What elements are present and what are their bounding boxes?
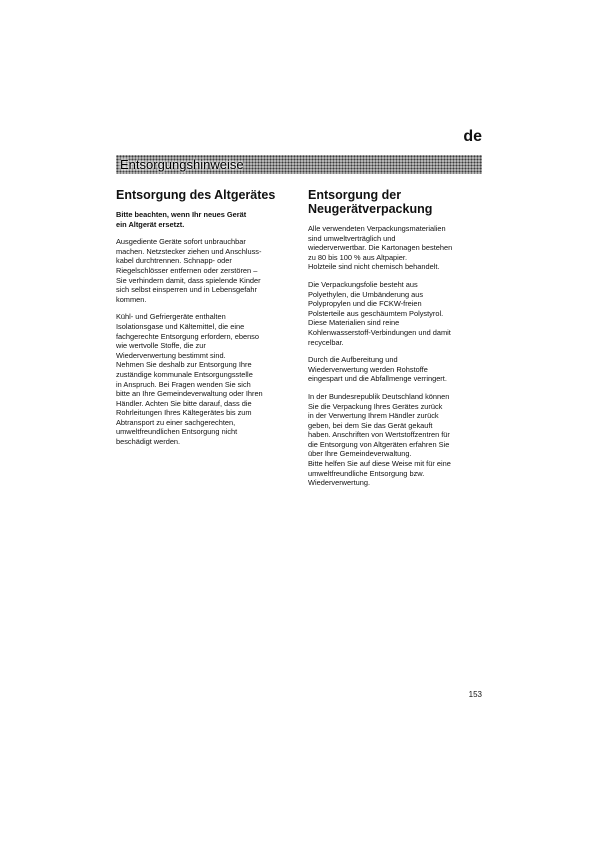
- heading-disposal-old-appliance: Entsorgung des Altgerätes: [116, 188, 276, 202]
- heading-disposal-packaging: Entsorgung der Neugerätverpackung: [308, 188, 433, 216]
- paragraph-return-packaging: In der Bundesrepublik Deutschland können Sie die Verpackung Ihres Gerätes zurück in der Verwertung Ihrem Händler zurück geben, bei dem Sie das Gerät gekauft haben. Anschriften von Wertstoffzentren für die Entsorgung von Altgeräten erfahren Sie über Ihre Gemeindeverwaltung. Bitte helfen Sie auf diese Weise mit für eine umweltfreundliche Entsorgung bzw. Wiederverwertung.: [308, 391, 451, 488]
- paragraph-recycling: Durch die Aufbereitung und Wiederverwertung werden Rohstoffe eingespart und die Abfallmenge verringert.: [308, 355, 447, 384]
- paragraph-packaging-materials: Alle verwendeten Verpackungsmaterialien sind umweltverträglich und wiederverwertbar. Die Kartonagen bestehen zu 80 bis 100 % aus Altpapier. Holzteile sind nicht chemisch behandelt.: [308, 224, 453, 272]
- section-banner: [116, 155, 482, 174]
- note-replacement: Bitte beachten, wenn Ihr neues Gerät ein Altgerät ersetzt.: [116, 210, 247, 229]
- paragraph-make-unusable: Ausgediente Geräte sofort unbrauchbar machen. Netzstecker ziehen und Anschluss- kabel durchtrennen. Schnapp- oder Riegelschlösser entfernen oder zerstören – Sie verhindern damit, dass spielende Kinder sich selbst einsperren und in Lebensgefahr kommen.: [116, 237, 262, 304]
- page-number: 153: [468, 690, 482, 699]
- paragraph-plastics: Die Verpackungsfolie besteht aus Polyethylen, die Umbänderung aus Polypropylen und die FCKW-freien Polsterteile aus geschäumtem Polystyrol. Diese Materialien sind reine Kohlenwasserstoff-Verbindungen und damit recycelbar.: [308, 279, 451, 347]
- paragraph-refrigerant-disposal: Kühl- und Gefriergeräte enthalten Isolationsgase und Kältemittel, die eine fachgerechte Entsorgung erfordern, ebenso wie wertvolle Stoffe, die zur Wiederverwertung bestimmt sind. Nehmen Sie deshalb zur Entsorgung Ihre zuständige kommunale Entsorgungsstelle in Anspruch. Bei Fragen wenden Sie sich bitte an Ihre Gemeindeverwaltung oder Ihren Händler. Achten Sie bitte darauf, dass die Rohrleitungen Ihres Kältegerätes bis zum Abtransport zu einer sachgerechten, umweltfreundlichen Entsorgung nicht beschädigt werden.: [116, 312, 263, 447]
- left-column: [116, 188, 290, 455]
- language-code: de: [463, 128, 482, 145]
- section-banner-title: Entsorgungshinweise: [120, 157, 244, 172]
- right-column: [308, 188, 482, 496]
